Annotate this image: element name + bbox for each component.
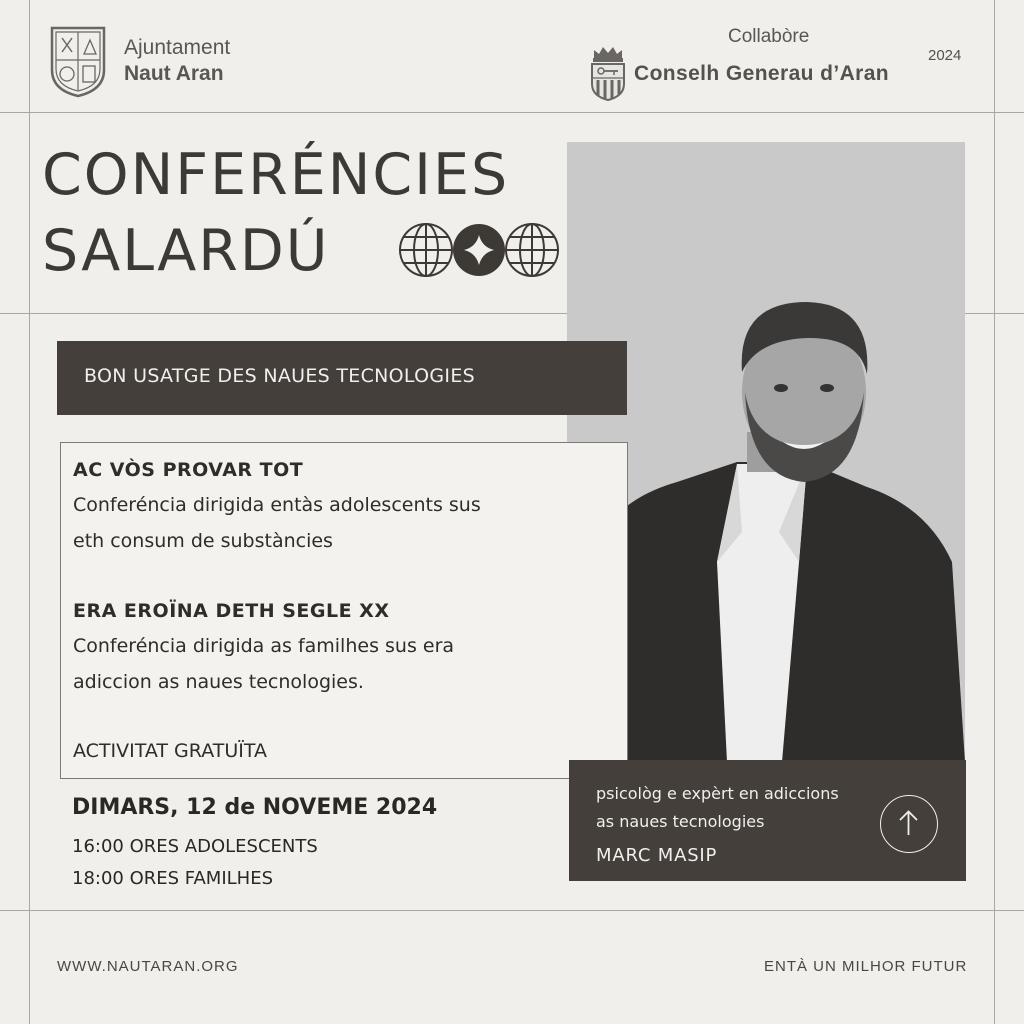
- slogan: ENTÀ UN MILHOR FUTUR: [764, 958, 968, 975]
- globe-icon: [506, 224, 558, 276]
- grid-line: [29, 0, 30, 1024]
- grid-line: [994, 0, 995, 1024]
- event-date: DIMARS, 12 de NOVEME 2024: [72, 795, 438, 820]
- partner-crest-icon: [588, 44, 628, 102]
- talk-description: Conferéncia dirigida entàs adolescents sus: [73, 494, 481, 516]
- speaker-role: as naues tecnologies: [596, 812, 765, 831]
- grid-line: [0, 112, 1024, 113]
- talk-heading: AC VÒS PROVAR TOT: [73, 459, 304, 481]
- website-link[interactable]: WWW.NAUTARAN.ORG: [57, 958, 239, 975]
- page-title-line1: CONFERÉNCIES: [42, 142, 510, 208]
- org-name-line2: Naut Aran: [124, 62, 224, 85]
- org-crest-icon: [48, 24, 108, 98]
- talk-description: eth consum de substàncies: [73, 530, 333, 552]
- topic-banner-text: BON USATGE DES NAUES TECNOLOGIES: [84, 365, 475, 387]
- speaker-name: MARC MASIP: [596, 845, 718, 866]
- talk-heading: ERA EROÏNA DETH SEGLE XX: [73, 600, 390, 622]
- talk-description: Conferéncia dirigida as familhes sus era: [73, 635, 455, 657]
- year-label: 2024: [928, 47, 962, 64]
- event-time: 18:00 ORES FAMILHES: [72, 868, 274, 889]
- partner-name: Conselh Generau d’Aran: [634, 62, 890, 85]
- page-title-line2: SALARDÚ: [42, 218, 330, 284]
- talk-description: adiccion as naues tecnologies.: [73, 671, 364, 693]
- speaker-role: psicològ e expèrt en adiccions: [596, 784, 839, 803]
- talks-box: [60, 442, 628, 779]
- event-time: 16:00 ORES ADOLESCENTS: [72, 836, 318, 857]
- sparkle-icon: [453, 224, 505, 276]
- globes-icon-group: [398, 221, 560, 279]
- grid-line: [0, 910, 1024, 911]
- collab-label: Collabòre: [728, 26, 810, 47]
- activity-note: ACTIVITAT GRATUÏTA: [73, 740, 267, 762]
- globe-icon: [400, 224, 452, 276]
- topic-banner: [57, 341, 627, 415]
- speaker-card: [569, 760, 966, 881]
- org-name-line1: Ajuntament: [124, 36, 231, 59]
- arrow-up-button[interactable]: [880, 795, 938, 853]
- arrow-up-icon: [881, 796, 936, 851]
